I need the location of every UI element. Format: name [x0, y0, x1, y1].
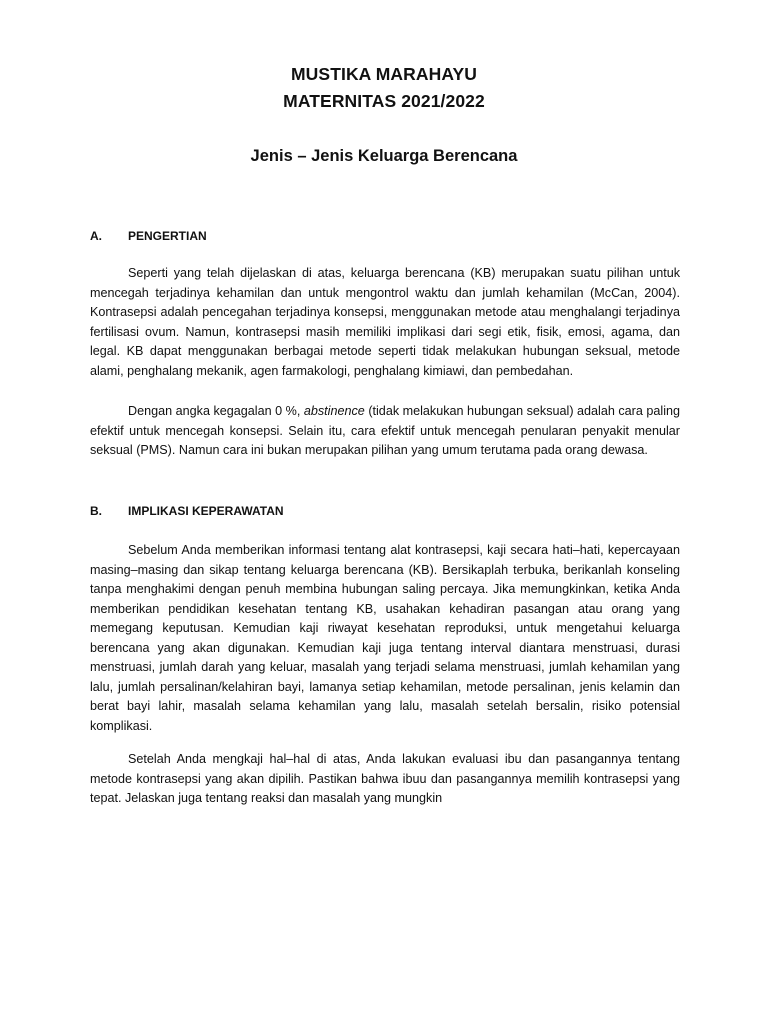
section-b-paragraph-1: Sebelum Anda memberikan informasi tentang alat kontrasepsi, kaji secara hati–hati, kepercayaan masing–masing dan sikap tentang keluarga berencana (KB). Bersikaplah terbuka, berikanlah konseling tanpa menghakimi dengan penuh membina hubungan saling percaya. Jika memungkinkan, ketika Anda memberikan pendidikan kesehatan tentang KB, usahakan kehadiran pasangan atau orang yang memegang keputusan. Kemudian kaji riwayat kesehatan reproduksi, untuk mengetahui keluarga berencana yang akan digunakan. Kemudian kaji juga tentang interval diantara menstruasi, durasi menstruasi, jumlah darah yang keluar, masalah yang terjadi selama menstruasi, jumlah kehamilan yang lalu, jumlah persalinan/kelahiran bayi, lamanya setiap kehamilan, metode persalinan, jenis kelamin dan berat bayi lahir, masalah selama kehamilan yang lalu, masalah setelah bersalin, risiko potensial komplikasi.	[90, 543, 680, 733]
section-b-letter: B.	[90, 504, 102, 518]
section-a-letter: A.	[90, 229, 102, 243]
section-a-title: PENGERTIAN	[128, 229, 207, 243]
section-a-heading	[90, 229, 207, 243]
author-name: MUSTIKA MARAHAYU	[291, 64, 477, 84]
section-a-paragraph-2	[90, 402, 680, 461]
document-title: Jenis – Jenis Keluarga Berencana	[250, 147, 518, 165]
p2-italic-term: abstinence	[303, 404, 365, 418]
course-title: MATERNITAS 2021/2022	[283, 91, 485, 111]
section-b-heading	[90, 504, 284, 518]
section-b-paragraph-2: Setelah Anda mengkaji hal–hal di atas, Anda lakukan evaluasi ibu dan pasangannya tentang metode kontrasepsi yang akan dipilih. Pastikan bahwa ibuu dan pasangannya memilih kontrasepsi yang tepat. Jelaskan juga tentang reaksi dan masalah yang mungkin	[90, 752, 680, 805]
p2-text-before: Dengan angka kegagalan 0 %,	[128, 404, 304, 418]
section-b-title: IMPLIKASI KEPERAWATAN	[128, 504, 284, 518]
section-a-paragraph-1: Seperti yang telah dijelaskan di atas, keluarga berencana (KB) merupakan suatu pilihan untuk mencegah terjadinya kehamilan dan untuk mengontrol waktu dan jumlah kehamilan (McCan, 2004). Kontrasepsi adalah pencegahan terjadinya konsepsi, menggunakan metode atau menghalangi terjadinya fertilisasi ovum. Namun, kontrasepsi masih memiliki implikasi dari segi etik, fisik, emosi, agama, dan legal. KB dapat menggunakan berbagai metode seperti tidak melakukan hubungan seksual, metode alami, penghalang mekanik, agen farmakologi, penghalang kimiawi, dan pembedahan.	[90, 266, 680, 378]
p2-text-after: (tidak melakukan hubungan seksual) adalah cara paling efektif untuk mencegah konsepsi. Selain itu, cara efektif untuk mencegah penularan penyakit menular seksual (PMS). Namun cara ini bukan merupakan pilihan yang umum terutama pada orang dewasa.	[90, 404, 681, 457]
